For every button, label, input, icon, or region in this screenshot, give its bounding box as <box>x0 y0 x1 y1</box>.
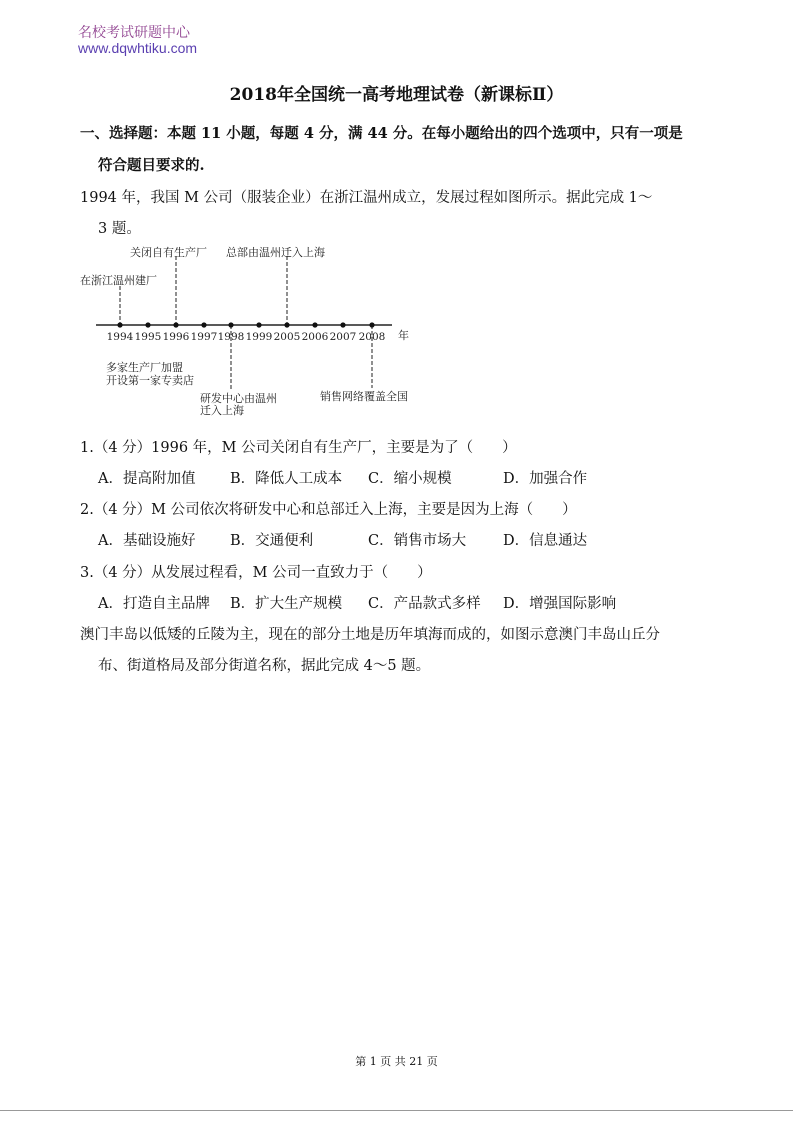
intro1-line2: 3 题。 <box>98 221 141 237</box>
event-franchise-line2: 开设第一家专卖店 <box>106 374 194 387</box>
year-label-1998: 1998 <box>217 331 245 343</box>
page-footer: 第 1 页 共 21 页 <box>355 1055 438 1068</box>
year-label-2007: 2007 <box>329 331 357 343</box>
timeline-dot-1995 <box>145 322 150 327</box>
timeline-dot-1996 <box>173 322 178 327</box>
q2-option-a: A．基础设施好 <box>98 533 196 549</box>
q1-option-c: C．缩小规模 <box>368 471 452 487</box>
q2-option-c: C．销售市场大 <box>368 533 467 549</box>
watermark-name: 名校考试研题中心 <box>78 25 190 41</box>
q3-option-a: A．打造自主品牌 <box>98 596 210 612</box>
q2-stem: 2.（4 分）M 公司依次将研发中心和总部迁入上海，主要是因为上海（ ） <box>80 502 577 518</box>
event-hq-move: 总部由温州迁入上海 <box>226 246 325 259</box>
year-label-1999: 1999 <box>245 331 273 343</box>
year-label-1997: 1997 <box>190 331 218 343</box>
year-label-1994: 1994 <box>106 331 134 343</box>
development-timeline-figure <box>80 244 440 416</box>
q1-option-a: A．提高附加值 <box>98 471 196 487</box>
q1-option-b: B．降低人工成本 <box>230 471 343 487</box>
year-label-1995: 1995 <box>134 331 162 343</box>
q2-option-d: D．信息通达 <box>503 533 588 549</box>
timeline-dot-2006 <box>312 322 317 327</box>
year-label-2008: 2008 <box>358 331 386 343</box>
q3-stem: 3.（4 分）从发展过程看，M 公司一直致力于（ ） <box>80 565 432 581</box>
bottom-rule <box>0 1110 793 1111</box>
event-franchise-line1: 多家生产厂加盟 <box>106 361 183 374</box>
timeline-dot-2005 <box>284 322 289 327</box>
q3-option-c: C．产品款式多样 <box>368 596 481 612</box>
year-unit: 年 <box>398 329 409 342</box>
year-label-2006: 2006 <box>301 331 329 343</box>
timeline-dot-1994 <box>117 322 122 327</box>
q3-option-b: B．扩大生产规模 <box>230 596 343 612</box>
q1-stem: 1.（4 分）1996 年，M 公司关闭自有生产厂，主要是为了（ ） <box>80 440 517 456</box>
q2-option-b: B．交通便利 <box>230 533 314 549</box>
intro2-line2: 布、街道格局及部分街道名称，据此完成 4～5 题。 <box>98 658 431 674</box>
exam-title: 2018年全国统一高考地理试卷（新课标Ⅱ） <box>229 85 564 105</box>
event-sales: 销售网络覆盖全国 <box>320 390 408 403</box>
q1-option-d: D．加强合作 <box>503 471 588 487</box>
event-rnd-line2: 迁入上海 <box>200 404 244 416</box>
intro2-line1: 澳门丰岛以低矮的丘陵为主，现在的部分土地是历年填海而成的，如图示意澳门丰岛山丘分 <box>80 627 660 643</box>
timeline-dot-1999 <box>256 322 261 327</box>
section-heading-line2: 符合题目要求的. <box>98 157 205 174</box>
timeline-dot-2008 <box>369 322 374 327</box>
year-label-2005: 2005 <box>273 331 301 343</box>
watermark-url: www.dqwhtiku.com <box>78 40 198 56</box>
event-close-factory: 关闭自有生产厂 <box>130 246 207 259</box>
event-rnd-line1: 研发中心由温州 <box>200 392 277 405</box>
year-label-1996: 1996 <box>162 331 190 343</box>
timeline-dot-1997 <box>201 322 206 327</box>
section-heading-line1: 一、选择题：本题 11 小题，每题 4 分，满 44 分。在每小题给出的四个选项中，只有一项是 <box>80 125 683 142</box>
timeline-dot-1998 <box>228 322 233 327</box>
intro1-line1: 1994 年，我国 M 公司（服装企业）在浙江温州成立，发展过程如图所示。据此完成 1～ <box>80 190 653 206</box>
event-founded: 在浙江温州建厂 <box>80 274 157 287</box>
timeline-dot-2007 <box>340 322 345 327</box>
q3-option-d: D．增强国际影响 <box>503 596 617 612</box>
